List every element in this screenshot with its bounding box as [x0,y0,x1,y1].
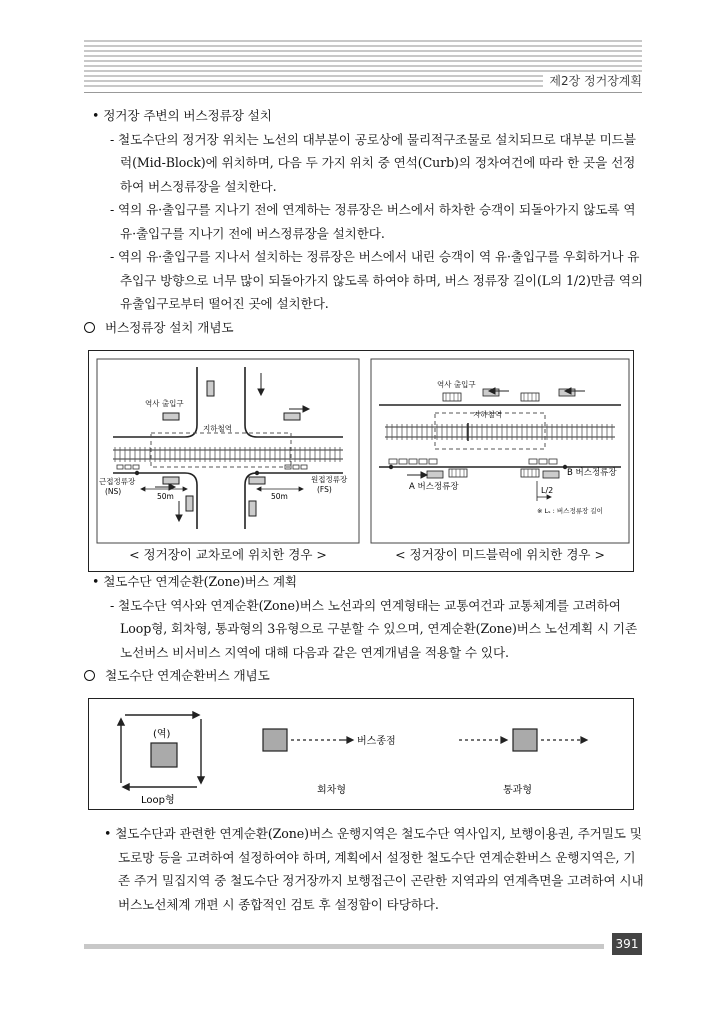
underground-station-label-right: 지하철역 [473,410,502,419]
figure-heading [84,664,644,688]
bus-stop-concept-figure [88,350,634,572]
terminus-label: 버스종점 [357,736,396,747]
chapter-title: 제2장 정거장계획 [543,72,642,89]
stop-a-label: A 버스정류장 [409,482,459,492]
loop-station-label: (역) [153,729,171,740]
footer-bar [84,944,604,949]
station-entrance-label: 역사 출입구 [145,399,184,408]
paragraph: - 역의 유·출입구를 지나서 설치하는 정류장은 버스에서 내린 승객이 역 유·출입구를 우회하거나 유추입구 방향으로 너무 많이 되돌아가지 않도록 하여야 하며, 버스 정류장 길이(L의 1/2)만큼 역의 유출입구로부터 떨어진 곳에 설치한다. [110,249,643,311]
section-zone-bus-plan [84,570,644,688]
figure-heading [84,316,644,340]
paragraph: - 철도수단의 정거장 위치는 노선의 대부분이 공로상에 물리적구조물로 설치되므로 대부분 미드블럭(Mid-Block)에 위치하며, 다음 두 가지 위치 중 연석(Curb)의 정차여건에 따라 한 곳을 선정하여 버스정류장을 설치한다. [110,131,636,194]
far-stop-label: 원접정류장 [311,475,348,484]
section-heading: • 정거장 주변의 버스정류장 설치 [92,108,272,123]
half-length-label: L/2 [541,486,554,495]
section-operation-area [84,822,644,916]
figure-caption-midblock: < 정거장이 미드블럭에 위치한 경우 > [395,547,605,562]
station-entrance-label-right: 역사 출입구 [437,380,476,389]
near-stop-code: (NS) [105,487,122,496]
through-type-label: 통과형 [503,785,532,796]
near-stop-label: 근접정류장 [99,477,136,486]
underground-station-label: 지하철역 [203,424,232,433]
zone-bus-concept-figure [88,698,634,810]
distance-label-right: 50m [271,492,288,501]
figure-heading-text: 버스정류장 설치 개념도 [105,319,234,335]
section-heading: • 철도수단 연계순환(Zone)버스 계획 [92,574,297,589]
page-number: 391 [612,933,642,955]
header-rule [84,92,642,93]
turnaround-type-label: 회차형 [317,785,346,796]
section-bus-stop-installation [84,104,644,339]
distance-label-left: 50m [157,492,174,501]
paragraph: - 역의 유·출입구를 지나기 전에 연계하는 정류장은 버스에서 하차한 승객이 되돌아가지 않도록 역 유·출입구를 지나기 전에 버스정류장을 설치한다. [110,202,636,241]
figure-heading-text: 철도수단 연계순환버스 개념도 [105,668,270,683]
paragraph: • 철도수단과 관련한 연계순환(Zone)버스 운행지역은 철도수단 역사입지, 보행이용권, 주거밀도 및 도로망 등을 고려하여 설정하여야 하며, 계획에서 설정한 철도수단 연계순환버스 운행지역은, 기존 주거 밀집지역 중 철도수단 정거장까지 보행접근이 곤란한 지역과의 연계측면을 고려하여 시내버스노선체계 개편 시 종합적인 검토 후 설정함이 타당하다. [104,826,644,912]
circle-bullet-icon [84,322,95,333]
zone-bus-concept-diagram [89,699,635,811]
loop-type-label: Loop형 [141,795,175,806]
stop-b-label: B 버스정류장 [567,468,617,478]
circle-bullet-icon [84,670,95,681]
far-stop-code: (FS) [317,485,332,494]
legend-note: ※ Lₛ : 버스정류장 길이 [537,507,603,515]
figure-caption-intersection: < 정거장이 교차로에 위치한 경우 > [129,547,327,562]
bus-stop-concept-diagram [89,351,635,573]
paragraph: - 철도수단 역사와 연계순환(Zone)버스 노선과의 연계형태는 교통여건과 교통체계를 고려하여 Loop형, 회차형, 통과형의 3유형으로 구분할 수 있으며, 연계순환(Zone)버스 노선계획 시 기존 노선버스 비서비스 지역에 대해 다음과 같은 연계개념을 적용할 수 있다. [110,597,638,660]
